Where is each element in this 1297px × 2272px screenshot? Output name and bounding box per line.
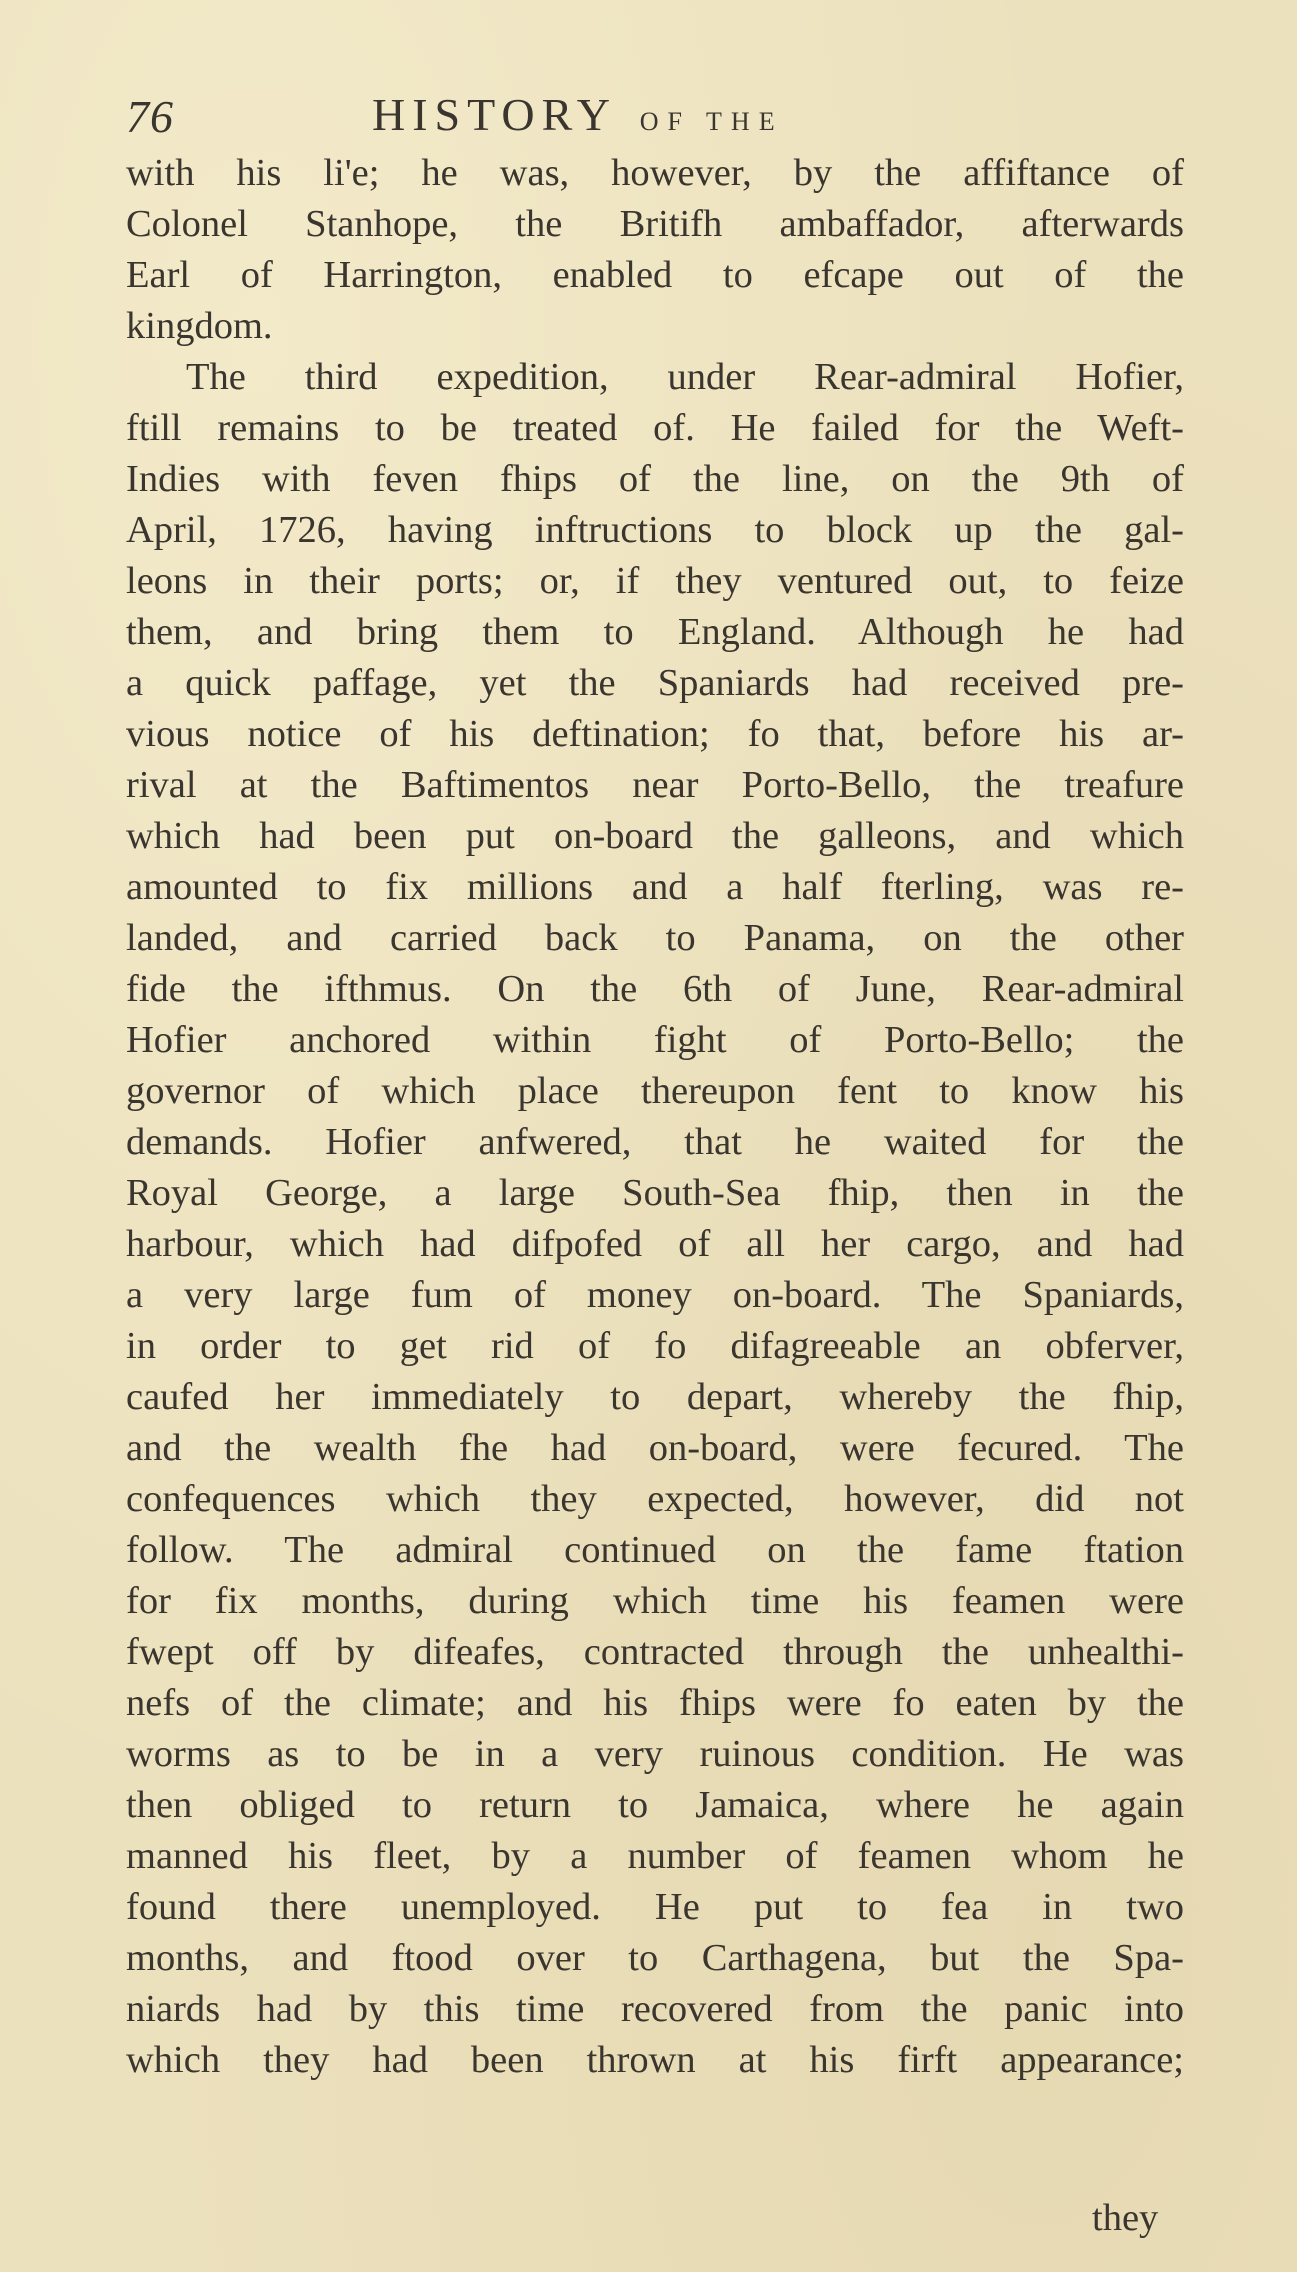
- text-line: Hofier anchored within fight of Porto-Bello; the: [126, 1019, 1184, 1061]
- text-line: found there unemployed. He put to fea in two: [126, 1886, 1184, 1928]
- page-header: [126, 88, 1186, 152]
- text-line: a quick paffage, yet the Spaniards had received pre-: [126, 662, 1184, 704]
- body-text: [126, 148, 1184, 2086]
- text-line: rival at the Baftimentos near Porto-Bello, the treafure: [126, 764, 1184, 806]
- running-head-small: OF THE: [639, 107, 784, 136]
- text-line: caufed her immediately to depart, whereby the fhip,: [126, 1376, 1184, 1418]
- text-line: fide the ifthmus. On the 6th of June, Rear-admiral: [126, 968, 1184, 1010]
- text-line: harbour, which had difpofed of all her cargo, and had: [126, 1223, 1184, 1265]
- text-line: niards had by this time recovered from the panic into: [126, 1988, 1184, 2030]
- text-line: vious notice of his deftination; fo that, before his ar-: [126, 713, 1184, 755]
- text-line: which they had been thrown at his firft appearance;: [126, 2039, 1184, 2081]
- running-head-main: HISTORY: [372, 89, 616, 140]
- text-line: them, and bring them to England. Although he had: [126, 611, 1184, 653]
- text-line: months, and ftood over to Carthagena, but the Spa-: [126, 1937, 1184, 1979]
- text-line: April, 1726, having inftructions to block up the gal-: [126, 509, 1184, 551]
- catchword: they: [1092, 2197, 1159, 2239]
- text-line: for fix months, during which time his feamen were: [126, 1580, 1184, 1622]
- text-line: ftill remains to be treated of. He failed for the Weft-: [126, 407, 1184, 449]
- text-line: landed, and carried back to Panama, on the other: [126, 917, 1184, 959]
- text-line: and the wealth fhe had on-board, were fecured. The: [126, 1427, 1184, 1469]
- text-line: manned his fleet, by a number of feamen whom he: [126, 1835, 1184, 1877]
- text-line: governor of which place thereupon fent to know his: [126, 1070, 1184, 1112]
- text-line: nefs of the climate; and his fhips were fo eaten by the: [126, 1682, 1184, 1724]
- text-line: a very large fum of money on-board. The Spaniards,: [126, 1274, 1184, 1316]
- text-line: Colonel Stanhope, the Britifh ambaffador, afterwards: [126, 203, 1184, 245]
- text-line: with his li'e; he was, however, by the affiftance of: [126, 152, 1184, 194]
- text-line: worms as to be in a very ruinous condition. He was: [126, 1733, 1184, 1775]
- text-line: confequences which they expected, however, did not: [126, 1478, 1184, 1520]
- text-line: amounted to fix millions and a half fterling, was re-: [126, 866, 1184, 908]
- text-line: Earl of Harrington, enabled to efcape out of the: [126, 254, 1184, 296]
- running-head: [372, 88, 784, 141]
- text-line: which had been put on-board the galleons, and which: [126, 815, 1184, 857]
- text-line: follow. The admiral continued on the fame ftation: [126, 1529, 1184, 1571]
- page-number: 76: [126, 91, 174, 142]
- text-line: in order to get rid of fo difagreeable an obferver,: [126, 1325, 1184, 1367]
- text-line: fwept off by difeafes, contracted through the unhealthi-: [126, 1631, 1184, 1673]
- text-line: Royal George, a large South-Sea fhip, then in the: [126, 1172, 1184, 1214]
- text-line: then obliged to return to Jamaica, where he again: [126, 1784, 1184, 1826]
- text-line: kingdom.: [126, 305, 273, 347]
- text-line: The third expedition, under Rear-admiral Hofier,: [186, 356, 1184, 398]
- text-line: leons in their ports; or, if they ventured out, to feize: [126, 560, 1184, 602]
- text-line: Indies with feven fhips of the line, on the 9th of: [126, 458, 1184, 500]
- text-line: demands. Hofier anfwered, that he waited for the: [126, 1121, 1184, 1163]
